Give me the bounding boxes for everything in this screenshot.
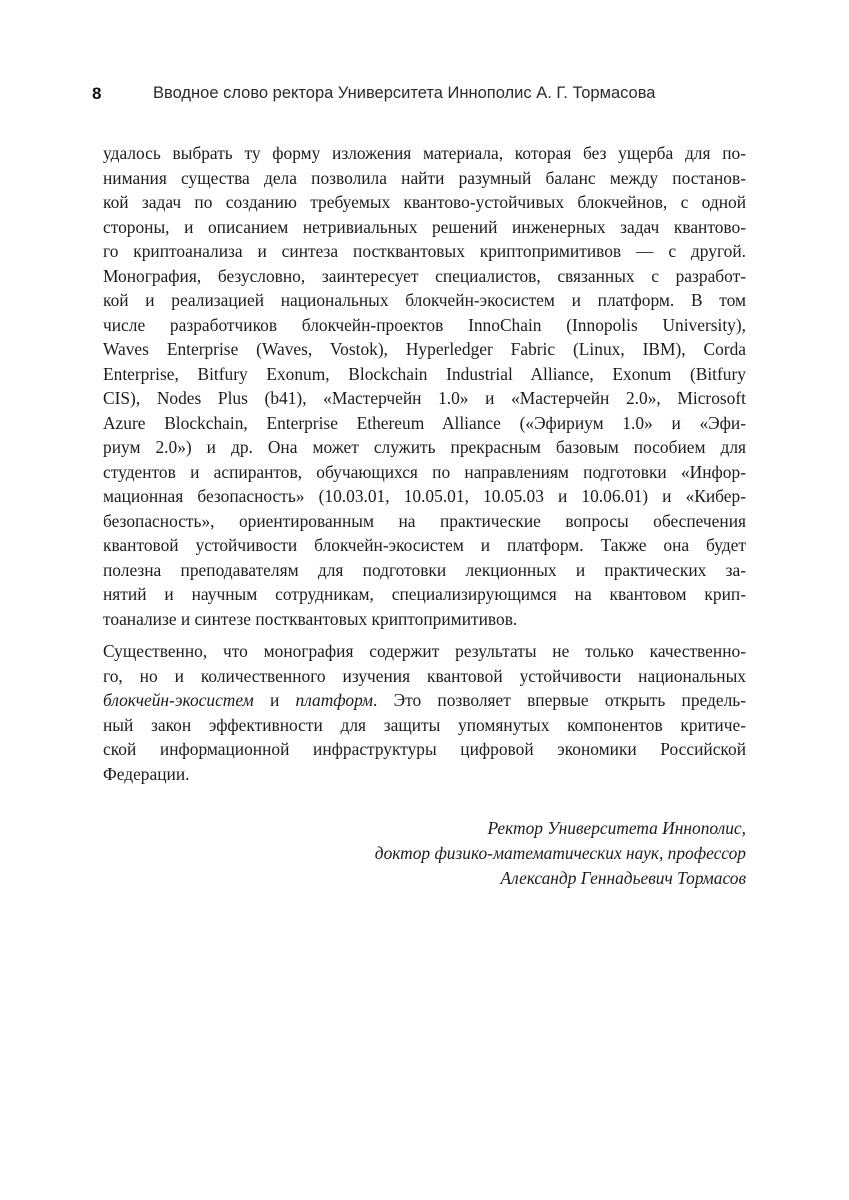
text-line: безопасность», ориентированным на практические вопросы обеспечения <box>103 510 746 531</box>
text-line: Waves Enterprise (Waves, Vostok), Hyperledger Fabric (Linux, IBM), Corda <box>103 339 746 359</box>
text-line: Существенно, что монография содержит результаты не только качественно- <box>103 641 746 661</box>
text-line: Enterprise, Bitfury Exonum, Blockchain Industrial Alliance, Exonum (Bitfury <box>103 363 746 384</box>
text-line: го криптоанализа и синтеза постквантовых криптопримитивов — с другой. <box>103 241 746 261</box>
text-line: CIS), Nodes Plus (b41), «Мастерчейн 1.0» и «Мастерчейн 2.0», Microsoft <box>103 388 746 408</box>
text-line: ный закон эффективности для защиты упомянутых компонентов критиче- <box>103 714 746 735</box>
paragraph-2 <box>103 639 746 786</box>
italic-term: платформ <box>295 690 374 710</box>
text-line-mixed <box>103 688 746 713</box>
signature-degree: доктор физико-математических наук, профессор <box>374 843 746 863</box>
text-line: Монография, безусловно, заинтересует специалистов, связанных с разработ- <box>103 265 746 286</box>
text-line: числе разработчиков блокчейн-проектов InnoChain (Innopolis University), <box>103 314 746 335</box>
body-text <box>103 141 746 786</box>
page-number: 8 <box>92 84 102 103</box>
text-line: кой задач по созданию требуемых квантово-устойчивых блокчейнов, с одной <box>103 192 746 212</box>
signature-name: Александр Геннадьевич Тормасов <box>500 868 746 888</box>
text-line: нятий и научным сотрудникам, специализирующимся на квантовом крип- <box>103 584 746 604</box>
text-line: стороны, и описанием нетривиальных решений инженерных задач квантово- <box>103 216 746 237</box>
signature-title: Ректор Университета Иннополис, <box>487 818 746 838</box>
text-line: нимания существа дела позволила найти разумный баланс между постанов- <box>103 167 746 188</box>
text-line: тоанализе и синтезе постквантовых криптопримитивов. <box>103 608 518 629</box>
text-line: кой и реализацией национальных блокчейн-экосистем и платформ. В том <box>103 290 746 310</box>
text-fragment: и <box>253 690 296 710</box>
text-line: го, но и количественного изучения квантовой устойчивости национальных <box>103 665 746 686</box>
signature-block <box>246 816 746 891</box>
text-line: удалось выбрать ту форму изложения материала, которая без ущерба для по- <box>103 143 746 163</box>
text-line: Федерации. <box>103 763 190 784</box>
text-line: риум 2.0») и др. Она может служить прекрасным базовым пособием для <box>103 437 746 457</box>
text-line: квантовой устойчивости блокчейн-экосистем и платформ. Также она будет <box>103 535 746 555</box>
text-line: Azure Blockchain, Enterprise Ethereum Alliance («Эфириум 1.0» и «Эфи- <box>103 412 746 433</box>
text-fragment: . Это позволяет впервые открыть предель- <box>373 690 746 710</box>
running-title: Вводное слово ректора Университета Иннополис А. Г. Тормасова <box>153 84 656 102</box>
italic-term: блокчейн-экосистем <box>103 690 254 710</box>
text-line: студентов и аспирантов, обучающихся по направлениям подготовки «Инфор- <box>103 461 746 482</box>
text-line: мационная безопасность» (10.03.01, 10.05.01, 10.05.03 и 10.06.01) и «Кибер- <box>103 486 746 506</box>
paragraph-1 <box>103 141 746 631</box>
text-line: ской информационной инфраструктуры цифровой экономики Российской <box>103 739 746 759</box>
running-header <box>92 84 789 110</box>
text-line: полезна преподавателям для подготовки лекционных и практических за- <box>103 559 746 580</box>
